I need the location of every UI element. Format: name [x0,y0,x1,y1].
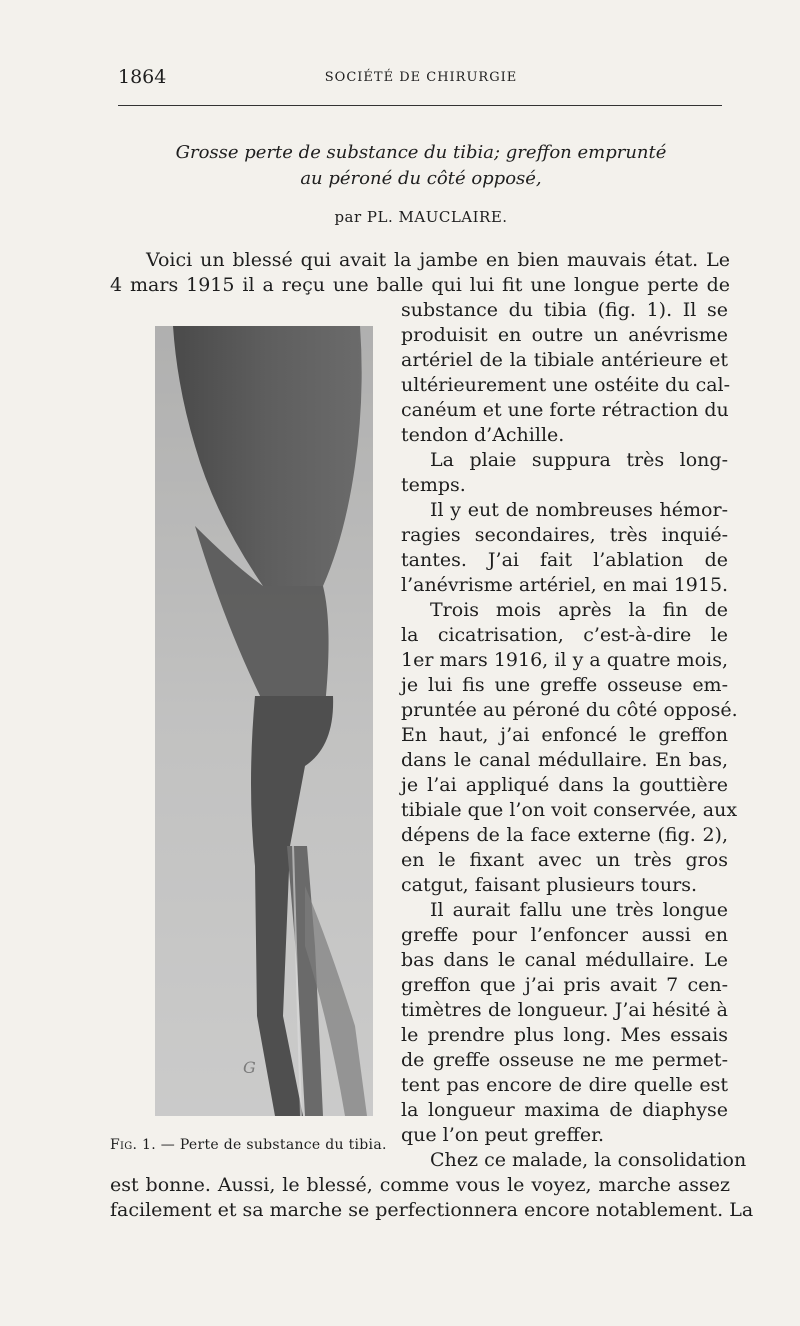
body-line: tendon d’Achille. [401,424,565,446]
body-line: est bonne. Aussi, le blessé, comme vous le voyez, marche assez [110,1174,730,1196]
body-line: de greffe osseuse ne me permet- [401,1049,728,1071]
body-line: l’anévrisme artériel, en mai 1915. [401,574,729,596]
body-line: le prendre plus long. Mes essais [401,1024,728,1046]
body-line: tent pas encore de dire quelle est [401,1074,728,1096]
body-line: que l’on peut greffer. [401,1124,605,1146]
figure-caption [110,1137,400,1153]
body-line: en le fixant avec un très gros [401,849,728,871]
figure-mark: G [243,1058,256,1077]
body-line: artériel de la tibiale antérieure et [401,349,728,371]
body-line: 1er mars 1916, il y a quatre mois, [401,649,728,671]
body-line: pruntée au péroné du côté opposé. [401,699,738,721]
body-line: timètres de longueur. J’ai hésité à [401,999,728,1021]
body-line: je lui fis une greffe osseuse em- [401,674,728,696]
body-line: la cicatrisation, c’est-à-dire le [401,624,728,646]
body-line: greffon que j’ai pris avait 7 cen- [401,974,728,996]
body-line: Il aurait fallu une très longue [430,899,728,921]
body-line: tibiale que l’on voit conservée, aux [401,799,738,821]
body-line: En haut, j’ai enfoncé le greffon [401,724,728,746]
body-line: dépens de la face externe (fig. 2), [401,824,728,846]
figure-caption-text: — Perte de substance du tibia. [156,1137,387,1153]
xray-figure [155,326,373,1116]
body-line: produisit en outre un anévrisme [401,324,728,346]
author-byline: par PL. MAUCLAIRE. [334,208,508,226]
figure-caption-label: Fig. 1. [110,1137,157,1153]
body-line: ragies secondaires, très inquié- [401,524,728,546]
body-line: catgut, faisant plusieurs tours. [401,874,697,896]
body-line: La plaie suppura très long- [430,449,728,471]
body-line: Chez ce malade, la consolidation [430,1149,747,1171]
body-line: la longueur maxima de diaphyse [401,1099,728,1121]
body-line: dans le canal médullaire. En bas, [401,749,728,771]
body-line: Trois mois après la fin de [430,599,728,621]
body-line: bas dans le canal médullaire. Le [401,949,728,971]
running-title: SOCIÉTÉ DE CHIRURGIE [324,70,518,85]
body-line: ultérieurement une ostéite du cal- [401,374,731,396]
body-line: Voici un blessé qui avait la jambe en bien mauvais état. Le [146,249,730,271]
header-rule [118,105,722,106]
body-line: canéum et une forte rétraction du [401,399,729,421]
article-title [118,140,724,192]
page-number: 1864 [118,66,167,88]
body-line: substance du tibia (fig. 1). Il se [401,299,728,321]
body-line: je l’ai appliqué dans la gouttière [401,774,728,796]
body-line: 4 mars 1915 il a reçu une balle qui lui fit une longue perte de [110,274,730,296]
article-title-block [118,140,724,226]
article-title-line-2: au péroné du côté opposé, [300,168,542,189]
body-line: temps. [401,474,466,496]
body-line: facilement et sa marche se perfectionnera encore notablement. La [110,1199,754,1221]
page-header [118,66,724,92]
article-title-line-1: Grosse perte de substance du tibia; greffon emprunté [175,142,667,163]
xray-image [155,326,373,1116]
body-line: tantes. J’ai fait l’ablation de [401,549,728,571]
body-line: Il y eut de nombreuses hémor- [430,499,728,521]
body-line: greffe pour l’enfoncer aussi en [401,924,728,946]
